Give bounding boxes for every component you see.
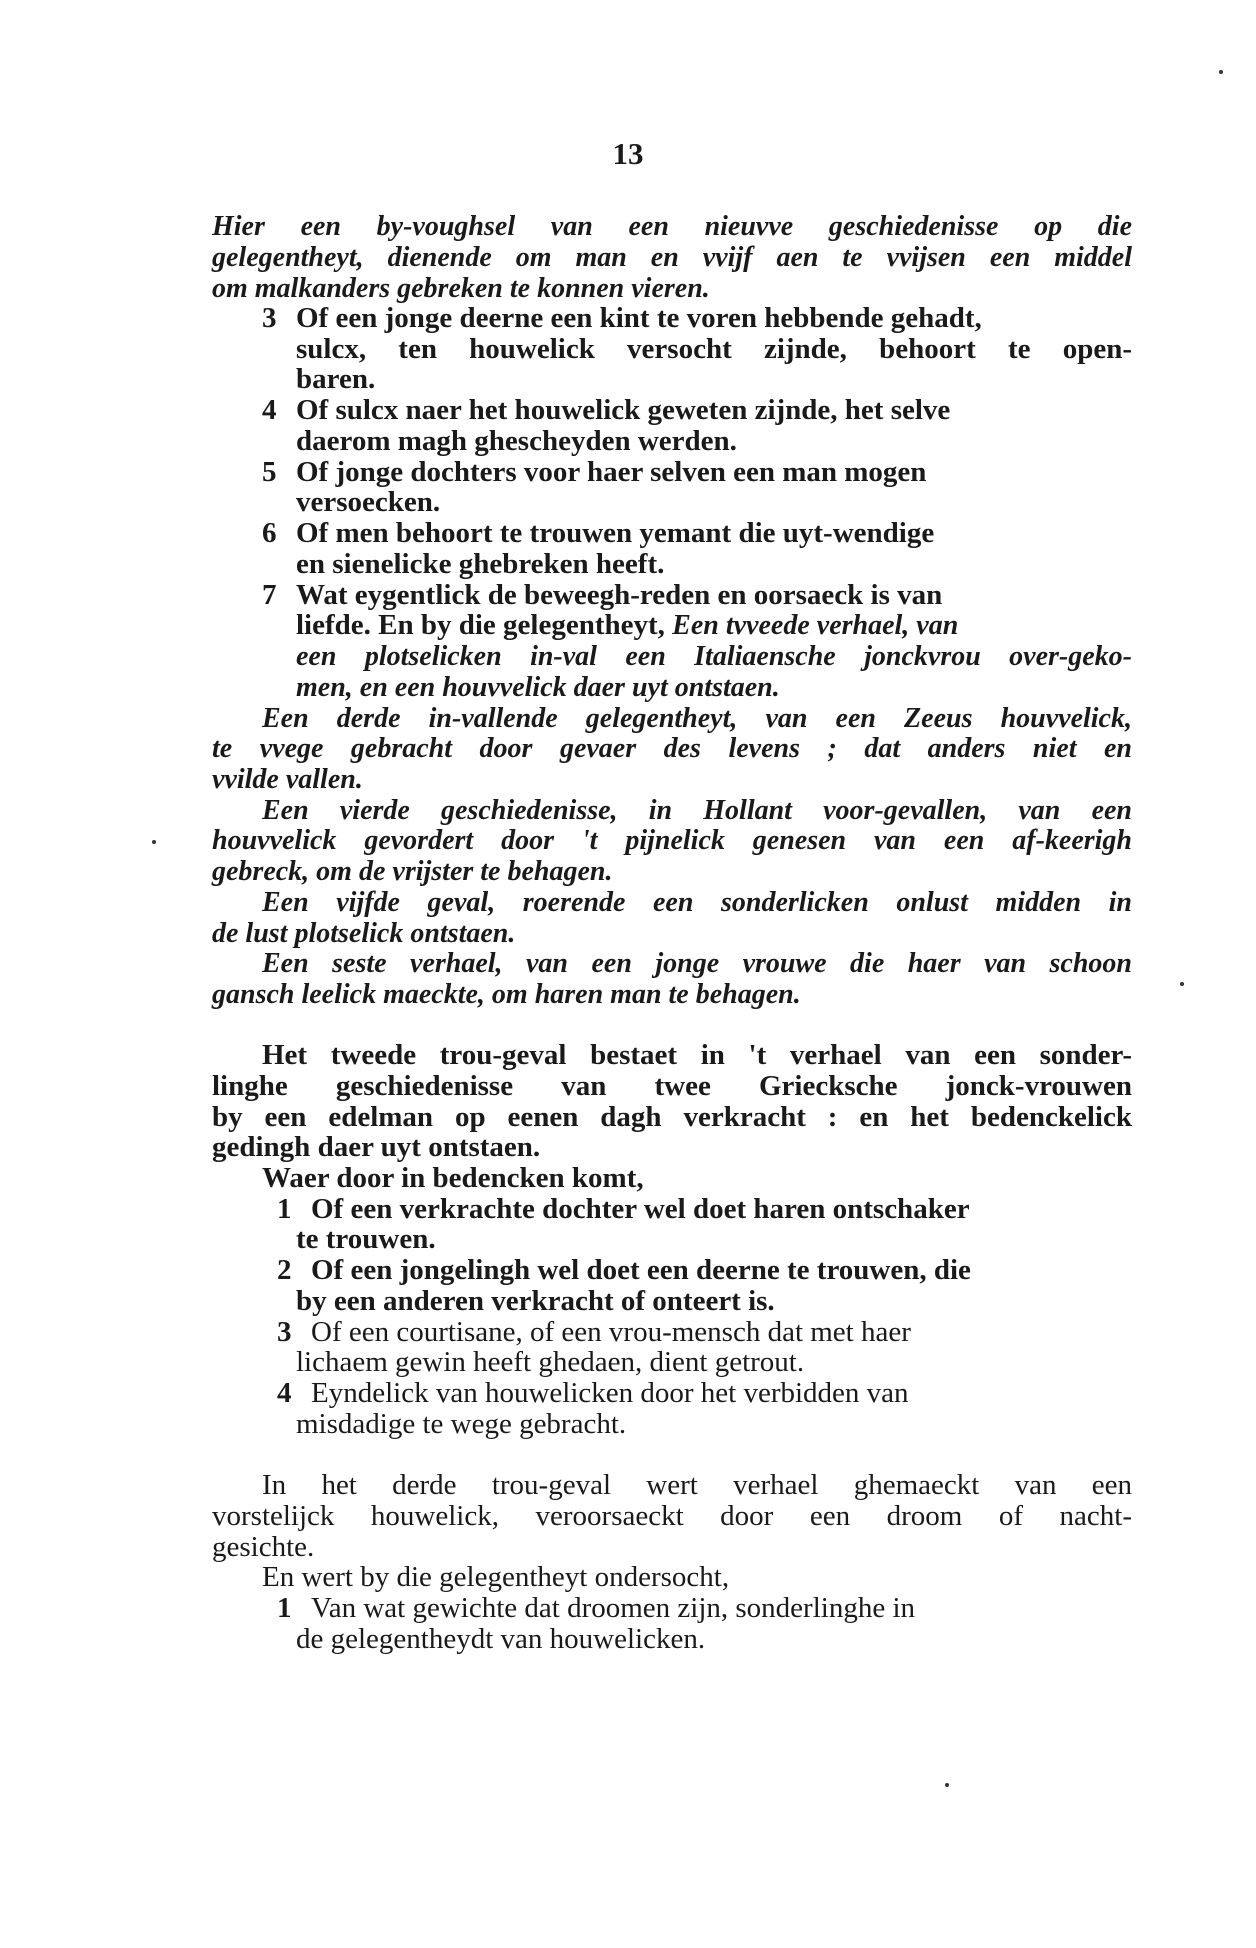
paragraph-line: gedingh daer uyt ontstaen. <box>212 1131 541 1163</box>
item-text <box>296 610 958 641</box>
item-number: 3 <box>277 1316 292 1348</box>
item-number: 5 <box>262 456 277 488</box>
item-text: Wat eygentlick de beweegh-reden en oorsaeck is van <box>296 579 943 611</box>
item-text-plain: liefde. En by die gelegentheyt, <box>296 609 673 641</box>
paragraph-line: In het derde trou-geval wert verhael ghemaeckt van een <box>262 1469 1132 1501</box>
item-text: Of een courtisane, of een vrou-mensch dat met haer <box>311 1316 911 1348</box>
paragraph-line: gesichte. <box>212 1531 315 1563</box>
item-text: versoecken. <box>296 486 441 518</box>
story-line: Een vierde geschiedenisse, in Hollant voor-gevallen, van een <box>262 795 1132 826</box>
item-number: 4 <box>277 1377 292 1409</box>
story-line: de lust plotselick ontstaen. <box>212 918 516 949</box>
paragraph-line: Het tweede trou-geval bestaet in 't verhael van een sonder- <box>262 1039 1132 1071</box>
story-line: vvilde vallen. <box>212 764 363 795</box>
list-item <box>262 395 1132 426</box>
item-text: Of men behoort te trouwen yemant die uyt-wendige <box>296 517 935 549</box>
story-line: gebreck, om de vrijster te behagen. <box>212 856 613 887</box>
item-text: baren. <box>296 363 376 395</box>
item-number: 1 <box>277 1193 292 1225</box>
item-text: en sienelicke ghebreken heeft. <box>296 548 665 580</box>
item-number: 7 <box>262 579 277 611</box>
item-text: Of sulcx naer het houwelick geweten zijnde, het selve <box>296 394 951 426</box>
item-number: 2 <box>277 1254 292 1286</box>
item-text: een plotselicken in-val een Italiaensche jonckvrou over-geko- <box>296 641 1132 672</box>
item-number: 4 <box>262 394 277 426</box>
scan-speck <box>945 1783 949 1787</box>
paragraph-line: by een edelman op eenen dagh verkracht : en het bedenckelick <box>212 1101 1132 1133</box>
item-text: daerom magh ghescheyden werden. <box>296 425 737 457</box>
item-text: by een anderen verkracht of onteert is. <box>296 1285 775 1317</box>
intro-line: gelegentheyt, dienende om man en vvijf aen te vvijsen een middel <box>212 242 1132 273</box>
item-number: 3 <box>262 302 277 334</box>
item-text-italic: Een tvveede verhael, van <box>672 610 959 641</box>
list-item <box>262 303 1132 334</box>
scan-speck <box>1180 982 1184 986</box>
item-text: sulcx, ten houwelick versocht zijnde, behoort te open- <box>296 333 1132 365</box>
story-line: Een vijfde geval, roerende een sonderlicken onlust midden in <box>262 887 1132 918</box>
item-text: lichaem gewin heeft ghedaen, dient getrout. <box>296 1346 805 1378</box>
paragraph-line: linghe geschiedenisse van twee Griecksche jonck-vrouwen <box>212 1070 1132 1102</box>
intro-line: Hier een by-voughsel van een nieuvve geschiedenisse op die <box>212 211 1132 242</box>
scan-speck <box>152 840 156 844</box>
list-item <box>277 1317 1132 1348</box>
list-item <box>262 457 1132 488</box>
list-item <box>277 1593 1132 1624</box>
list-item <box>277 1378 1132 1409</box>
list-item <box>277 1255 1132 1286</box>
item-text: Of een jongelingh wel doet een deerne te trouwen, die <box>311 1254 971 1286</box>
list-item <box>277 1194 1132 1225</box>
item-text: Of een jonge deerne een kint te voren hebbende gehadt, <box>296 302 982 334</box>
scan-speck <box>1219 70 1223 74</box>
story-line: gansch leelick maeckte, om haren man te behagen. <box>212 979 801 1010</box>
lead-line: Waer door in bedencken komt, <box>262 1162 644 1194</box>
story-line: Een derde in-vallende gelegentheyt, van een Zeeus houvvelick, <box>262 703 1132 734</box>
item-text: Van wat gewichte dat droomen zijn, sonderlinghe in <box>311 1592 916 1624</box>
item-text: te trouwen. <box>296 1223 436 1255</box>
paragraph-line: vorstelijck houwelick, veroorsaeckt door een droom of nacht- <box>212 1500 1132 1532</box>
item-text: misdadige te wege gebracht. <box>296 1408 627 1440</box>
list-item <box>262 518 1132 549</box>
item-text: Of een verkrachte dochter wel doet haren ontschaker <box>311 1193 970 1225</box>
intro-line: om malkanders gebreken te konnen vieren. <box>212 273 710 304</box>
lead-line: En wert by die gelegentheyt ondersocht, <box>262 1561 730 1593</box>
page-number: 13 <box>612 136 644 171</box>
item-text: de gelegentheydt van houwelicken. <box>296 1623 706 1655</box>
list-item <box>262 580 1132 611</box>
item-number: 6 <box>262 517 277 549</box>
item-text: Eyndelick van houwelicken door het verbidden van <box>311 1377 909 1409</box>
story-line: Een seste verhael, van een jonge vrouwe die haer van schoon <box>262 948 1132 979</box>
item-number: 1 <box>277 1592 292 1624</box>
story-line: houvvelick gevordert door 't pijnelick genesen van een af-keerigh <box>212 825 1132 856</box>
item-text: men, en een houvvelick daer uyt ontstaen. <box>296 672 780 703</box>
item-text: Of jonge dochters voor haer selven een man mogen <box>296 456 927 488</box>
story-line: te vvege gebracht door gevaer des levens ; dat anders niet en <box>212 733 1132 764</box>
